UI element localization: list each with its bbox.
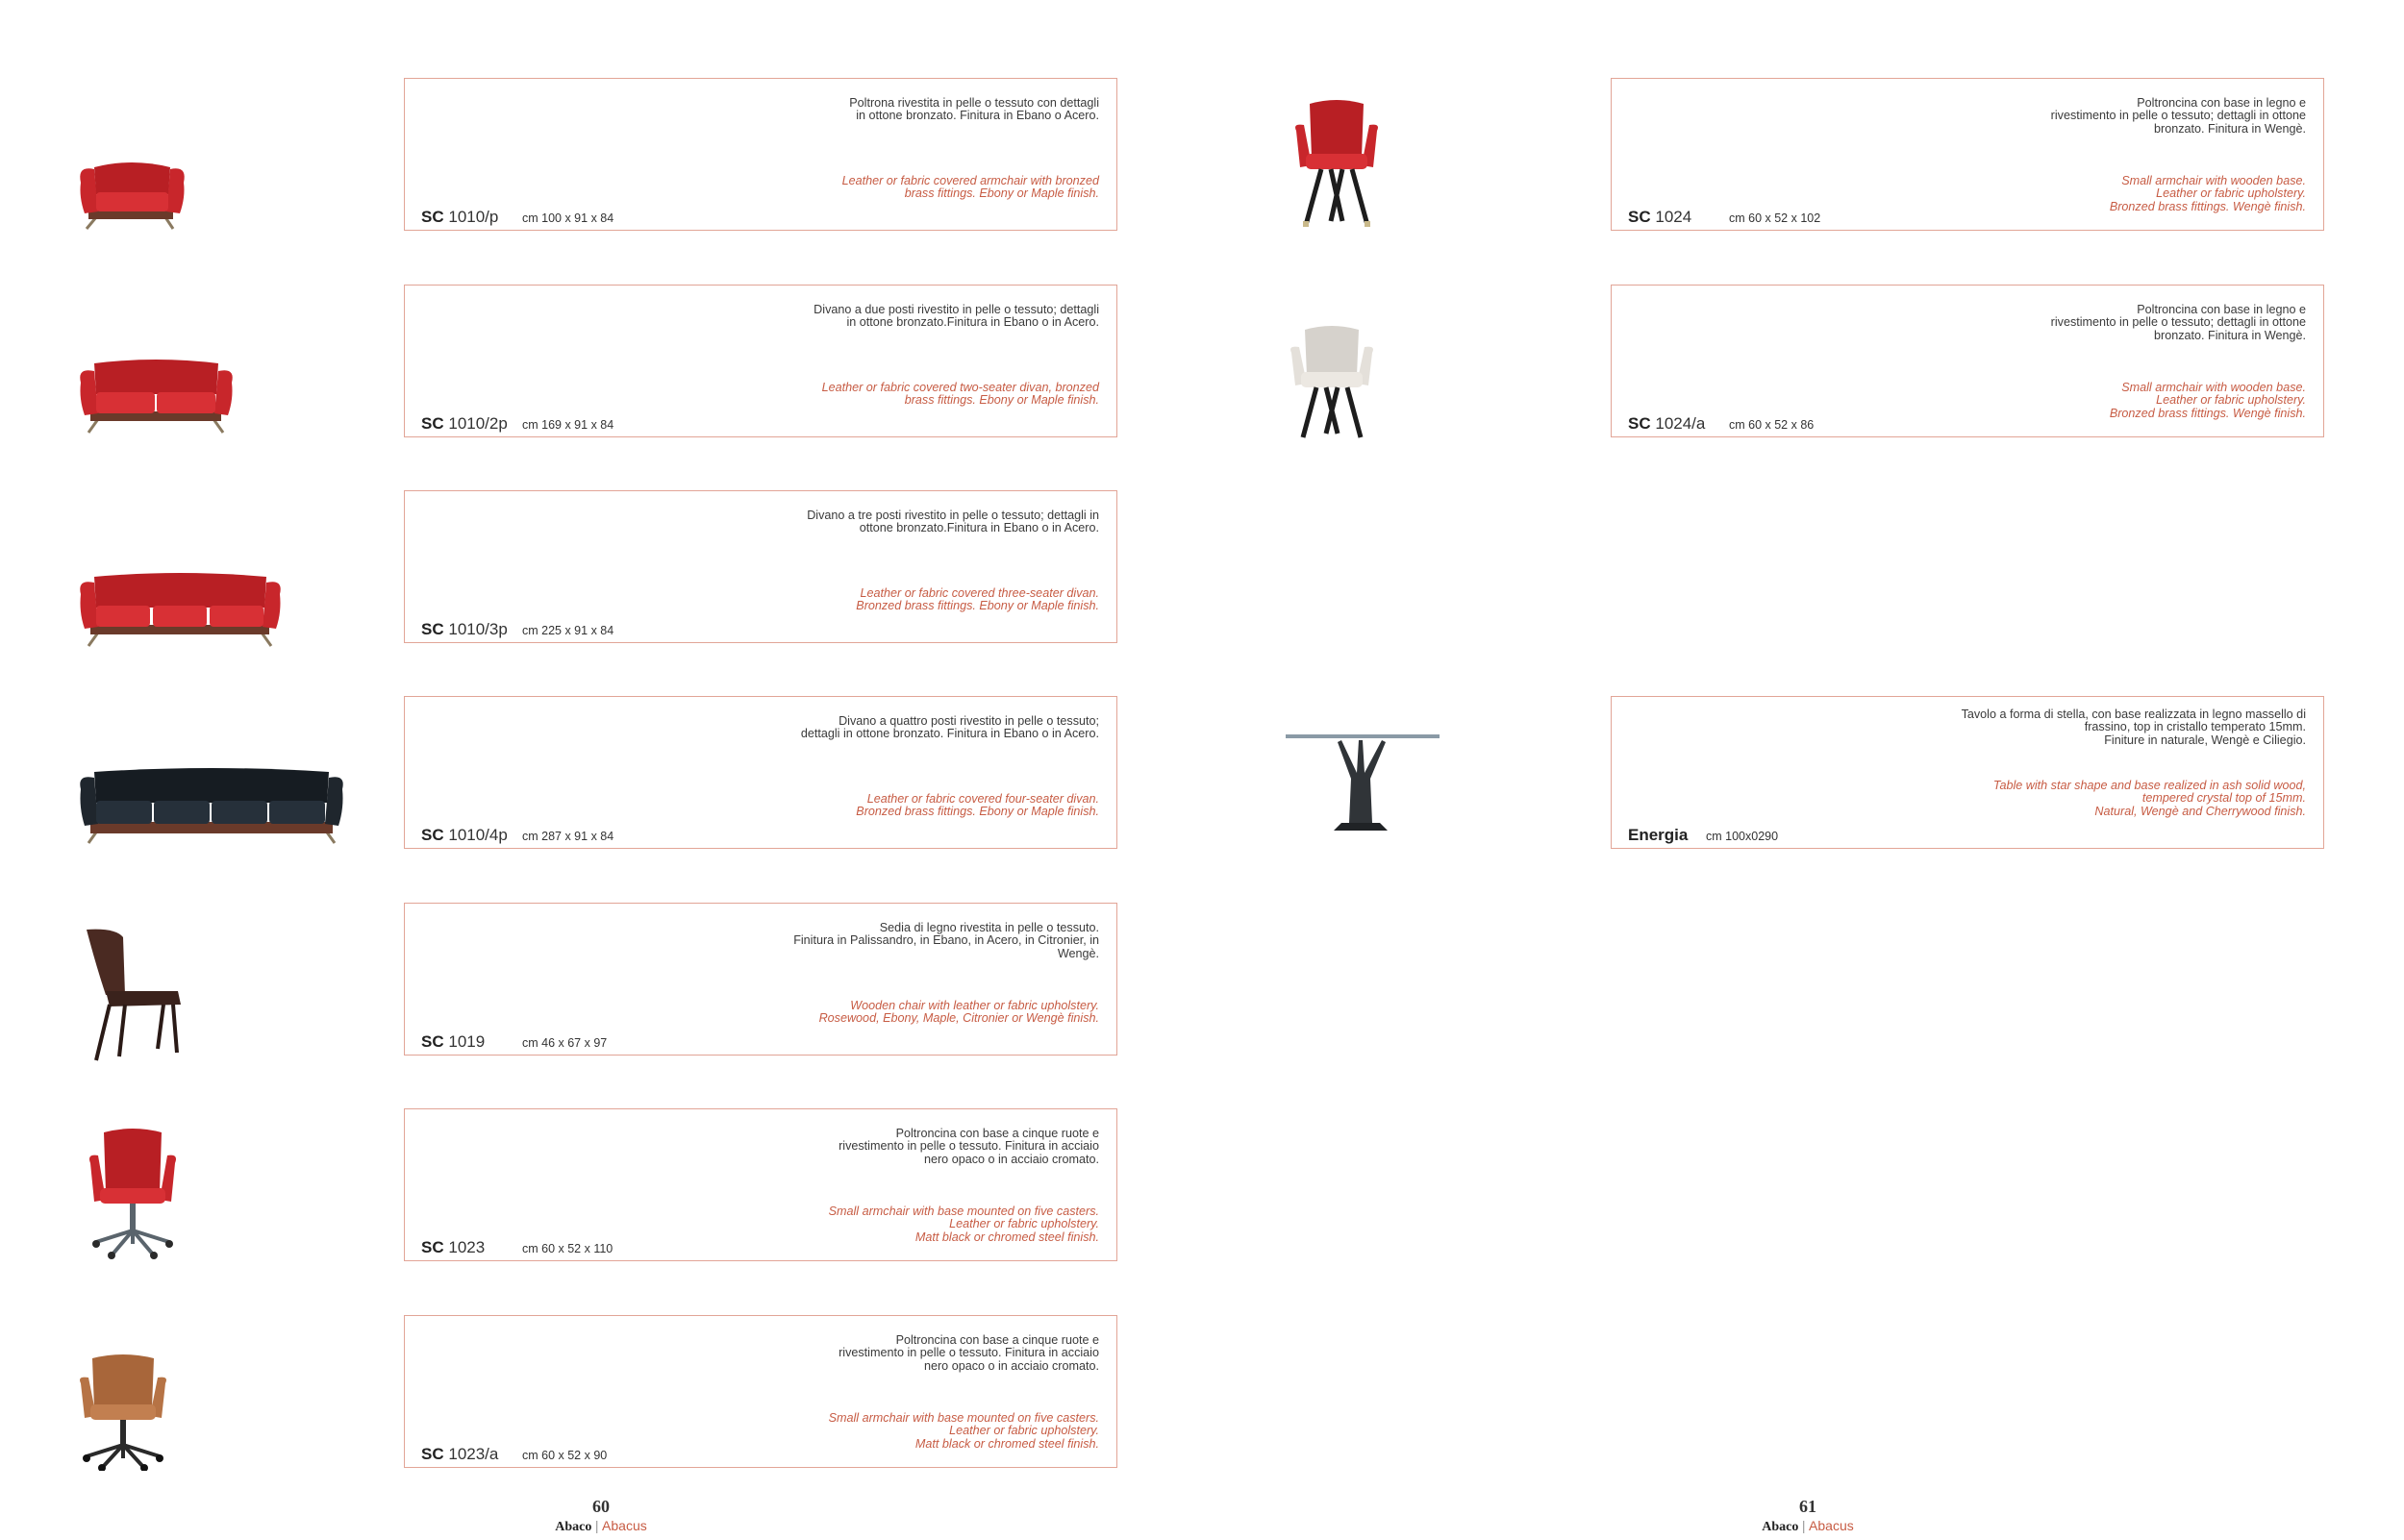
product-card-sc1024 (1611, 78, 2324, 231)
description-italian: Tavolo a forma di stella, con base realizzata in legno massello di frassino, top in cristallo temperato 15mm. Finiture in naturale, Wengè e Ciliegio. (1961, 708, 2306, 747)
product-card-sc1024a (1611, 285, 2324, 437)
description-italian: Poltrona rivestita in pelle o tessuto con dettagli in ottone bronzato. Finitura in Ebano o Acero. (849, 96, 1099, 123)
description-italian: Poltroncina con base in legno e rivestimento in pelle o tessuto; dettagli in ottone bronzato. Finitura in Wengè. (2050, 96, 2306, 136)
description-english: Small armchair with base mounted on five casters. Leather or fabric upholstery. Matt black or chromed steel finish. (828, 1205, 1099, 1244)
right-page (1202, 0, 2404, 1540)
product-code: SC 1010/4p (421, 826, 508, 844)
description-english: Leather or fabric covered two-seater divan, bronzed brass fittings. Ebony or Maple finish. (821, 381, 1099, 408)
office-chair-red-image (85, 1125, 181, 1259)
product-code: SC 1024/a (1628, 414, 1706, 433)
product-card-sc1023a (404, 1315, 1117, 1468)
product-card-energia (1611, 696, 2324, 849)
description-italian: Divano a quattro posti rivestito in pelle o tessuto; dettagli in ottone bronzato. Finitura in Ebano o in Acero. (800, 714, 1099, 741)
page-folio-left: 60 Abaco | Abacus (505, 1496, 697, 1536)
product-card-sc1023 (404, 1108, 1117, 1261)
product-dimensions: cm 100 x 91 x 84 (522, 211, 614, 225)
product-card-sc1019 (404, 903, 1117, 1056)
description-english: Leather or fabric covered four-seater divan. Bronzed brass fittings. Ebony or Maple finish. (856, 792, 1099, 819)
sofa-three-seater-image (77, 569, 284, 651)
description-italian: Sedia di legno rivestita in pelle o tessuto. Finitura in Palissandro, in Ebano, in Acero, in Citronier, in Wengè. (793, 921, 1099, 960)
description-english: Leather or fabric covered armchair with bronzed brass fittings. Ebony or Maple finish. (841, 174, 1099, 201)
description-italian: Poltroncina con base in legno e rivestimento in pelle o tessuto; dettagli in ottone bronzato. Finitura in Wengè. (2050, 303, 2306, 342)
product-card-sc1010p (404, 78, 1117, 231)
product-card-sc1010-3p (404, 490, 1117, 643)
product-code: SC 1023 (421, 1238, 486, 1256)
description-english: Table with star shape and base realized in ash solid wood, tempered crystal top of 15mm. Natural, Wengè and Cherrywood finish. (1992, 779, 2306, 818)
product-code: SC 1019 (421, 1032, 486, 1051)
product-dimensions: cm 60 x 52 x 110 (522, 1242, 614, 1255)
description-italian: Divano a due posti rivestito in pelle o tessuto; dettagli in ottone bronzato.Finitura in Ebano o in Acero. (814, 303, 1099, 330)
product-code: SC 1023/a (421, 1445, 499, 1463)
product-code: SC 1010/3p (421, 620, 508, 638)
description-italian: Poltroncina con base a cinque ruote e rivestimento in pelle o tessuto. Finitura in acciaio nero opaco o in acciaio cromato. (839, 1333, 1099, 1373)
office-chair-tan-image (75, 1351, 171, 1471)
description-english: Small armchair with wooden base. Leather or fabric upholstery. Bronzed brass fittings. Wengè finish. (2109, 174, 2306, 213)
product-code: SC 1010/p (421, 208, 499, 226)
sofa-two-seater-image (77, 356, 236, 437)
product-code: SC 1010/2p (421, 414, 508, 433)
product-dimensions: cm 225 x 91 x 84 (522, 624, 614, 637)
product-card-sc1010-4p (404, 696, 1117, 849)
product-dimensions: cm 60 x 52 x 90 (522, 1449, 608, 1462)
description-italian: Poltroncina con base a cinque ruote e rivestimento in pelle o tessuto. Finitura in acciaio nero opaco o in acciaio cromato. (839, 1127, 1099, 1166)
product-dimensions: cm 287 x 91 x 84 (522, 830, 614, 843)
product-card-sc1010-2p (404, 285, 1117, 437)
table-energia-image (1284, 731, 1442, 836)
armchair-sc1010p-image (77, 154, 188, 236)
product-dimensions: cm 169 x 91 x 84 (522, 418, 614, 432)
page-number: 61 (1799, 1497, 1816, 1516)
description-english: Small armchair with wooden base. Leather or fabric upholstery. Bronzed brass fittings. Wengè finish. (2109, 381, 2306, 420)
product-dimensions: cm 100x0290 (1706, 830, 1779, 843)
page-folio-right: 61 Abaco | Abacus (1712, 1496, 1904, 1536)
description-english: Wooden chair with leather or fabric upholstery. Rosewood, Ebony, Maple, Citronier or Wengè finish. (818, 999, 1099, 1026)
sofa-four-seater-image (77, 764, 346, 846)
description-english: Small armchair with base mounted on five casters. Leather or fabric upholstery. Matt black or chromed steel finish. (828, 1411, 1099, 1451)
product-dimensions: cm 46 x 67 x 97 (522, 1036, 608, 1050)
product-dimensions: cm 60 x 52 x 86 (1729, 418, 1815, 432)
armchair-sc1024-image (1289, 96, 1385, 231)
armchair-sc1024a-image (1284, 322, 1380, 442)
page-number: 60 (592, 1497, 610, 1516)
product-dimensions: cm 60 x 52 x 102 (1729, 211, 1821, 225)
description-italian: Divano a tre posti rivestito in pelle o tessuto; dettagli in ottone bronzato.Finitura in Ebano o in Acero. (807, 509, 1099, 535)
description-english: Leather or fabric covered three-seater divan. Bronzed brass fittings. Ebony or Maple finish. (856, 586, 1099, 613)
wooden-chair-image (77, 928, 188, 1062)
product-code: Energia (1628, 826, 1689, 844)
product-code: SC 1024 (1628, 208, 1692, 226)
